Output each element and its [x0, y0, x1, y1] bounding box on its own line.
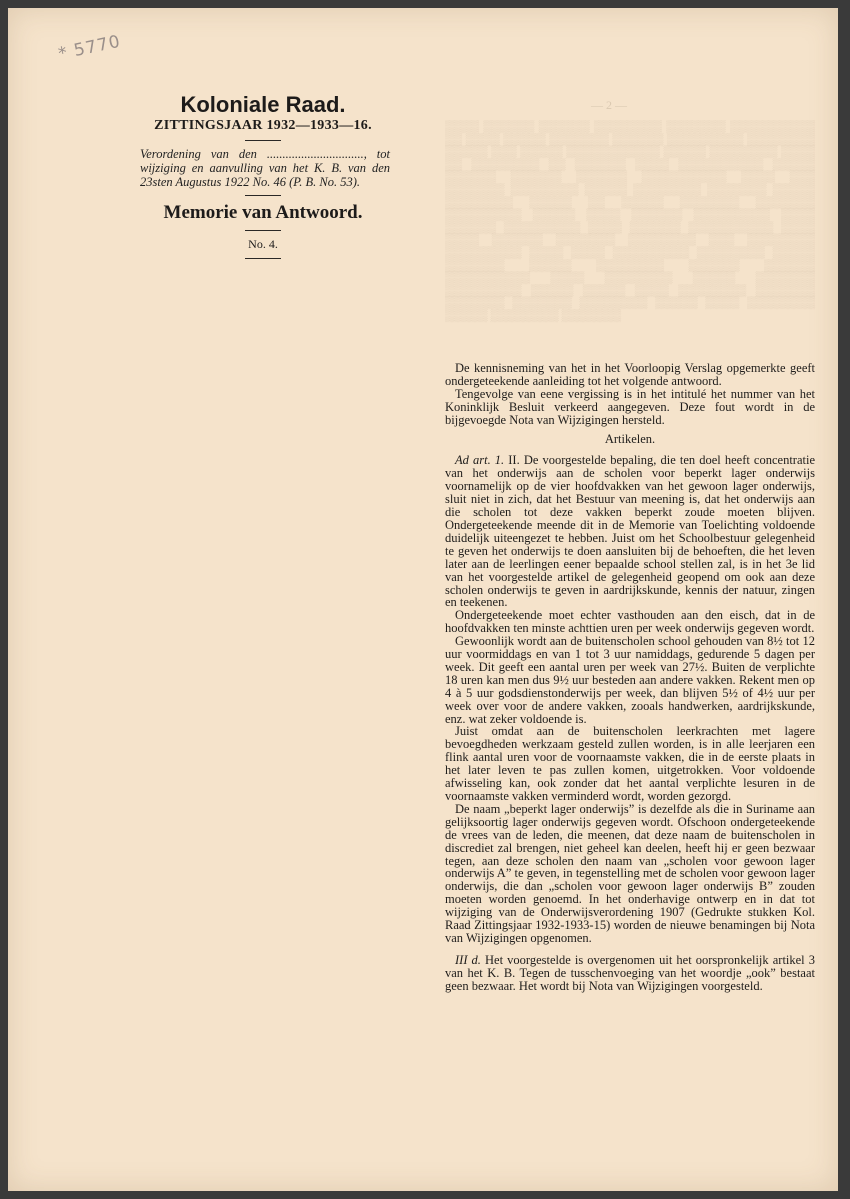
teachers-paragraph: Juist omdat aan de buitenscholen leerkrachten met lagere bevoegdheden werkzaam gesteld zullen worden, is in alle leerjaren een flink aantal uren voor de voornaamste vakken, die in de eerste plaats in het later leven te pas zullen komen, uitgetrokken. Voor voldoende afwisseling kan, ook zonder dat het aantal verplichte lesuren in de voornaamste vakken verminderd wordt, worden gezorgd. [445, 724, 815, 803]
section-heading: Artikelen. [604, 431, 656, 446]
document-header [128, 92, 398, 265]
article-1-paragraph [445, 454, 815, 609]
divider [245, 230, 281, 231]
document-number: No. 4. [248, 237, 278, 251]
ordinance-subject: Verordening van den ..............................., tot wijziging en aanvulling van het K. B. van den 23sten Augustus 1922 No. 46 (P. B. No. 53). [140, 147, 390, 189]
schedule-paragraph: Gewoonlijk wordt aan de buitenscholen school gehouden van 8½ tot 12 uur voormiddags en van 1 tot 3 uur namiddags, gedurende 5 dagen per week. Dit geeft een aantal uren per week van 27½. Buiten de verplichte 18 uren kan men dus 9½ uur besteden aan andere vakken. Rekent men op 4 à 5 uur godsdienstonderwijs per week, dan blijven 5½ of 4½ uur per week over voor de andere vakken, zooals handwerken, aardrijkskunde, enz. wat zeker voldoende is. [445, 634, 815, 726]
article-label: III d. [455, 952, 481, 967]
article-text: Het voorgestelde is overgenomen uit het oorspronkelijk artikel 3 van het K. B. Tegen de tusschenvoeging van het woordje „ook” bestaat geen bezwaar. Het wordt bij Nota van Wijzigingen voorgesteld. [445, 952, 815, 993]
article-label: Ad art. 1. [455, 453, 505, 468]
bleed-through-text: ▒▒▒▒ ▒▒▒▒▒▒ ▒▒▒▒▒▒ ▒▒▒▒▒▒▒▒ ▒▒▒▒▒▒▒ ▒▒▒▒▒▒▒▒▒▒ ▒▒ ▒▒▒▒ ▒▒▒▒▒ ▒▒▒▒▒▒▒ ▒▒▒▒▒▒ ▒▒▒▒▒▒▒▒▒ ▒▒▒▒▒▒▒▒ ▒▒▒▒▒ ▒▒▒ ▒▒▒▒▒ ▒▒▒▒▒▒▒▒▒▒▒ ▒▒▒▒▒ ▒▒▒▒▒▒▒▒ ▒▒▒▒ ▒▒ ▒▒▒▒▒▒▒▒ ▒▒ ▒▒▒▒▒▒ ▒▒▒▒ ▒▒▒▒▒▒▒▒▒▒ ▒▒▒▒▒ ▒▒▒▒▒▒ ▒▒▒▒▒▒ ▒▒▒▒▒▒ ▒▒▒▒▒▒▒▒▒▒ ▒▒▒▒ ▒▒▒ ▒▒▒▒▒▒▒ ▒▒▒▒▒▒▒▒ ▒▒▒▒▒ ▒▒▒▒▒▒▒▒ ▒▒▒▒▒▒▒ ▒▒▒▒▒ ▒▒▒▒▒▒▒▒ ▒▒▒▒▒ ▒▒ ▒▒▒▒▒ ▒▒▒▒▒▒▒ ▒▒▒▒▒▒▒ ▒▒▒▒▒▒▒▒▒ ▒▒▒▒▒ ▒▒▒▒ ▒▒▒▒▒▒ ▒▒▒▒▒▒▒▒▒ ▒▒▒▒ ▒▒▒▒▒▒ ▒▒▒▒▒▒▒▒▒ ▒▒▒▒ ▒▒▒▒▒▒ ▒▒▒▒▒▒▒▒▒▒ ▒▒▒▒ ▒▒▒▒ ▒▒▒▒▒▒ ▒▒▒▒▒▒▒ ▒▒▒▒▒▒▒▒ ▒▒▒ ▒▒▒▒▒▒▒▒ ▒▒▒▒▒▒▒▒▒ ▒▒▒▒ ▒▒▒▒ ▒▒▒▒▒▒▒▒▒ ▒▒▒▒▒▒▒▒ ▒▒▒▒▒ ▒▒▒▒▒▒▒ ▒▒▒▒▒ ▒▒▒▒▒▒▒▒ ▒▒▒▒▒▒ ▒▒▒▒▒▒ ▒▒▒▒▒▒▒▒▒▒ ▒▒▒▒ ▒▒▒▒▒▒▒▒ ▒▒▒▒▒ ▒▒▒▒▒▒▒ ▒▒▒▒▒▒▒▒▒ ▒▒▒▒▒ ▒▒▒▒▒ ▒▒▒▒ ▒▒▒▒▒▒▒▒ ▒▒▒▒▒▒▒ ▒▒▒▒▒▒▒ ▒▒▒▒▒▒▒ ▒▒▒▒▒▒▒▒ ▒▒▒▒▒ ▒▒▒▒ ▒▒▒▒▒▒▒▒ ▒▒▒▒▒ ▒▒▒▒▒▒▒▒ ▒▒▒▒▒▒▒ [445, 119, 815, 322]
document-page [8, 8, 838, 1191]
divider [245, 140, 281, 141]
pencil-archive-mark: * 5770 [56, 31, 123, 65]
correction-paragraph: Tengevolge van eene vergissing is in het intitulé het nummer van het Koninklijk Besluit verkeerd aangegeven. Deze fout wordt in de bijgevoegde Nota van Wijzigingen hersteld. [445, 386, 815, 427]
divider [245, 258, 281, 259]
divider [245, 195, 281, 196]
bleed-through-text: — 2 — [591, 98, 627, 112]
council-title: Koloniale Raad. [180, 92, 346, 117]
reply-title: Memorie van Antwoord. [163, 202, 363, 223]
intro-paragraph: De kennisneming van het in het Voorloopig Verslag opgemerkte geeft ondergeteekende aanleiding tot het volgende antwoord. [445, 361, 815, 388]
naming-paragraph: De naam „beperkt lager onderwijs” is dezelfde als die in Suriname aan gelijksoortig lager onderwijs gegeven wordt. Ofschoon ondergeteekende de vrees van de leden, die meenen, dat deze naam de buitenscholen in discrediet zal brengen, niet geheel kan deelen, heeft hij er geen bezwaar tegen, aan deze scholen den naam van „scholen voor gewoon lager onderwijs A” te geven, in tegenstelling met de scholen voor gewoon lager onderwijs, die dan „scholen voor gewoon lager onderwijs B” zouden moeten worden genoemd. In het onderhavige ontwerp en in dat tot wijziging van de Onderwijsverordening 1907 (Gedrukte stukken Kol. Raad Zittingsjaar 1932-1933-15) worden de nieuwe benamingen bij Nota van Wijzigingen opgenomen. [445, 801, 815, 945]
article-3d-paragraph [445, 954, 815, 993]
hours-requirement-paragraph: Ondergeteekende moet echter vasthouden aan den eisch, dat in de hoofdvakken ten minste achttien uren per week onderwijs gegeven wordt. [445, 608, 815, 636]
session-year: ZITTINGSJAAR 1932—1933—16. [154, 118, 372, 133]
body-text-column [445, 362, 815, 993]
article-text: II. De voorgestelde bepaling, die ten doel heeft concentratie van het onderwijs aan de scholen voor beperkt lager onderwijs voornamelijk op de vier hoofdvakken van het gewoon lager onderwijs, sluit niet in zich, dat het Bestuur van meening is, dat het onderwijs aan die scholen tot deze vakken beperkt zoude moeten blijven. Ondergeteekende meende dit in de Memorie van Toelichting voldoende duidelijk uiteengezet te hebben. Juist om het Schoolbestuur gelegenheid te geven het onderwijs te doen aansluiten bij de behoeften, die het leven later aan de leerlingen eener bepaalde school stellen zal, is in het 3e lid van het voorgestelde artikel de gelegenheid geopend om ook aan deze scholen onderwijs te geven in aardrijkskunde, kennis der natuur, zingen en teekenen. [445, 453, 815, 610]
